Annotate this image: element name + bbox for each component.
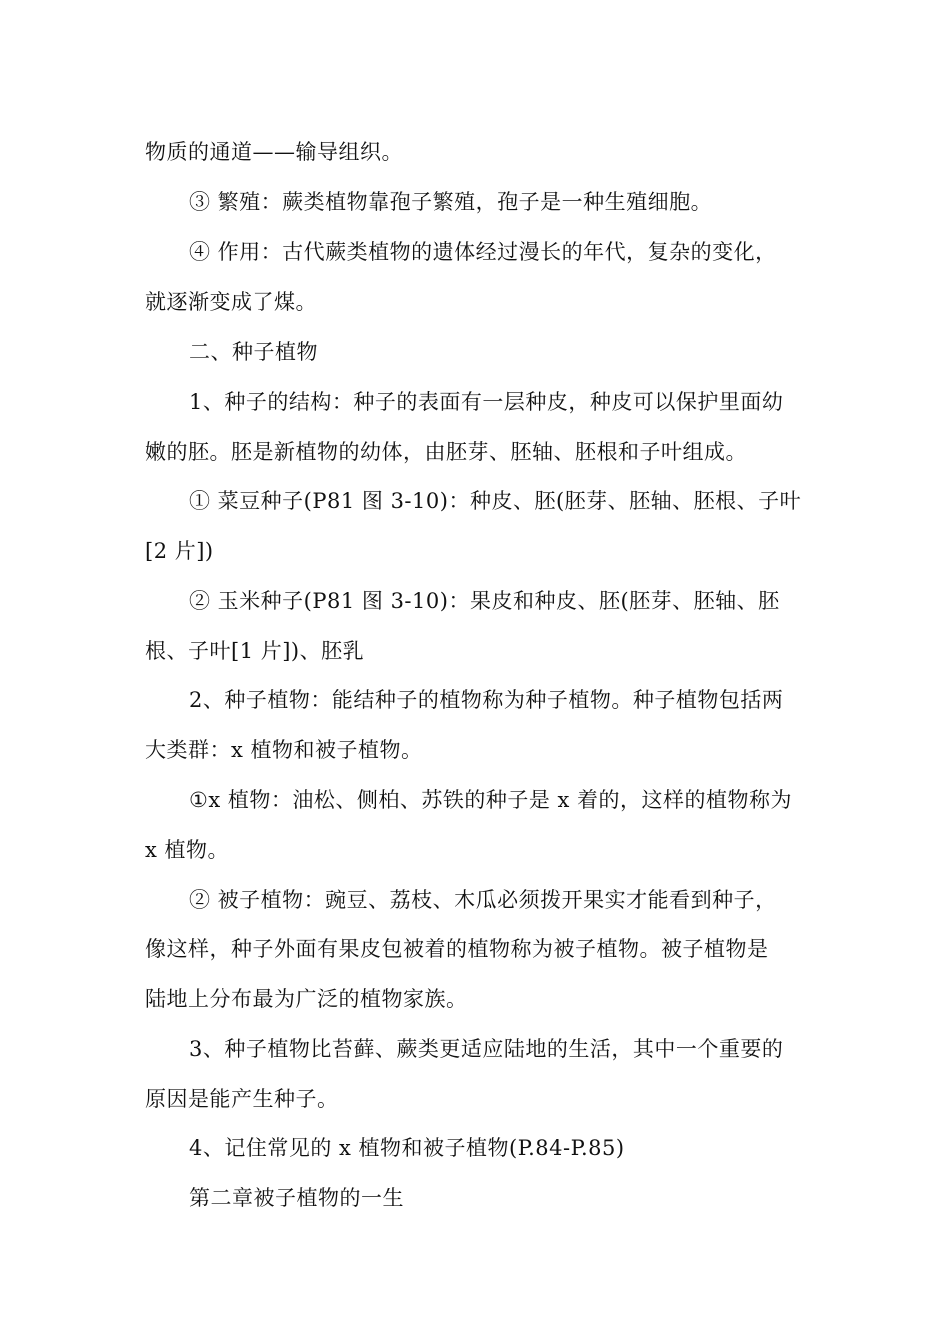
text-line: 像这样，种子外面有果皮包被着的植物称为被子植物。被子植物是 — [145, 937, 769, 961]
text-line: ② 玉米种子(P81 图 3-10)：果皮和种皮、胚(胚芽、胚轴、胚 — [189, 589, 780, 613]
section-heading: 二、种子植物 — [189, 340, 318, 364]
chapter-heading: 第二章被子植物的一生 — [189, 1186, 404, 1210]
text-line: 3、种子植物比苔藓、蕨类更适应陆地的生活，其中一个重要的 — [189, 1037, 784, 1061]
text-line: ② 被子植物：豌豆、荔枝、木瓜必须拨开果实才能看到种子， — [189, 888, 777, 912]
text-line: 1、种子的结构：种子的表面有一层种皮，种皮可以保护里面幼 — [189, 390, 784, 414]
text-line: x 植物。 — [145, 838, 230, 862]
text-line: 根、子叶[1 片])、胚乳 — [145, 639, 365, 663]
text-line: ④ 作用：古代蕨类植物的遗体经过漫长的年代，复杂的变化， — [189, 240, 777, 264]
text-line: ③ 繁殖：蕨类植物靠孢子繁殖，孢子是一种生殖细胞。 — [189, 190, 713, 214]
text-line: 就逐渐变成了煤。 — [145, 290, 317, 314]
text-line: 4、记住常见的 x 植物和被子植物(P.84-P.85) — [189, 1136, 625, 1160]
text-line: 2、种子植物：能结种子的植物称为种子植物。种子植物包括两 — [189, 688, 784, 712]
text-line: 物质的通道——输导组织。 — [145, 140, 403, 164]
text-line: 大类群：x 植物和被子植物。 — [145, 738, 423, 762]
text-line: ①x 植物：油松、侧柏、苏铁的种子是 x 着的，这样的植物称为 — [189, 788, 793, 812]
text-line: 嫩的胚。胚是新植物的幼体，由胚芽、胚轴、胚根和子叶组成。 — [145, 440, 747, 464]
text-line: [2 片]) — [145, 539, 214, 563]
text-line: 原因是能产生种子。 — [145, 1087, 339, 1111]
text-line: ① 菜豆种子(P81 图 3-10)：种皮、胚(胚芽、胚轴、胚根、子叶 — [189, 489, 802, 513]
text-line: 陆地上分布最为广泛的植物家族。 — [145, 987, 468, 1011]
